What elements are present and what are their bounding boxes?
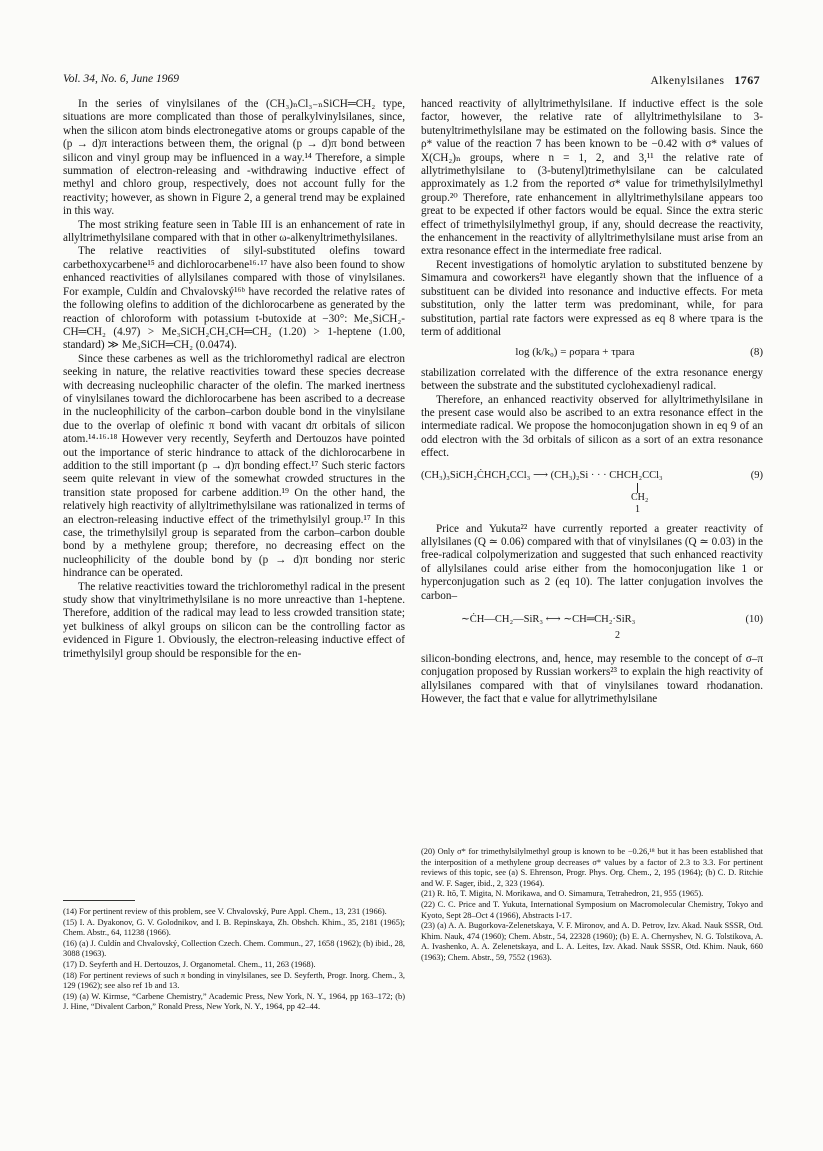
footnote: (16) (a) J. Culdín and Chvalovský, Collection Czech. Chem. Commun., 27, 1658 (1962); (b) ibid., 28, 3088 (1963). xyxy=(63,938,405,959)
paragraph: In the series of vinylsilanes of the (CH₃)ₙCl₃₋ₙSiCH═CH₂ type, situations are more complicated than those of peralkylvinylsilanes, since, when the silicon atom binds electronegative atoms or groups capable of the (p → d)π interactions between them, the orignal (p → d)π bond between silicon and vinyl group may be influenced in a way.¹⁴ Therefore, a simple summation of electron-releasing and -withdrawing inductive effect of methyl and chloro group, respectively, does not account fully for the reactivity; however, as shown in Figure 2, a general trend may be explained in this way. xyxy=(63,98,405,218)
running-header-left: Vol. 34, No. 6, June 1969 xyxy=(63,73,179,85)
footnote-rule xyxy=(63,900,135,901)
paragraph: Therefore, an enhanced reactivity observed for allyltrimethylsilane in the present case would also be ascribed to an extra resonance effect in the intermediate radical. We propose the homoconjugation shown in eq 9 of an odd electron with the 3d orbitals of silicon as a sort of an extra resonance effect. xyxy=(421,393,763,460)
running-header-right xyxy=(650,73,760,88)
paragraph: Recent investigations of homolytic arylation to substituted benzene by Simamura and coworkers²¹ have elegantly shown that the influence of a substituent can be divided into resonance and inductive effects. For meta substitution, only the latter term was predominant, while, for para substitution, partial rate factors were expressed as eq 8 where τpara is the term of additional xyxy=(421,258,763,338)
right-column xyxy=(421,98,763,707)
equation-10 xyxy=(421,613,763,645)
equation-8 xyxy=(421,346,763,359)
footnote: (17) D. Seyferth and H. Dertouzos, J. Organometal. Chem., 11, 263 (1968). xyxy=(63,959,316,969)
footnote: (14) For pertinent review of this problem, see V. Chvalovský, Pure Appl. Chem., 13, 231 (1966). xyxy=(63,907,387,916)
footnote: (22) C. C. Price and T. Yukuta, International Symposium on Macromolecular Chemistry, Tokyo and Kyoto, Sept 28–Oct 4 (1966), Abstracts I-17. xyxy=(421,899,763,920)
equation-body: log (k/k₀) = ρσpara + τpara xyxy=(515,346,635,359)
footnote: (15) I. A. Dyakonov, G. V. Golodnikov, and I. B. Repinskaya, Zh. Obshch. Khim., 35, 2181 (1965); Chem. Abstr., 64, 11238 (1966). xyxy=(63,917,405,938)
footnote: (18) For pertinent reviews of such π bonding in vinylsilanes, see D. Seyferth, Progr. Inorg. Chem., 3, 129 (1962); see also ref 1b and 13. xyxy=(63,970,405,991)
running-title: Alkenylsilanes xyxy=(650,75,725,87)
footnote: (23) (a) A. A. Bugorkova-Zelenetskaya, V. F. Mironov, and A. D. Petrov, Izv. Akad. Nauk SSSR, Otd. Khim. Nauk, 474 (1960); Chem. Abstr., 54, 22328 (1960); (b) E. A. Chernyshev, N. G. Tolstikova, A. A. Ivashenko, A. A. Zelenetskaya, and L. A. Leites, Izv. Akad. Nauk SSSR, Otd. Khim. Nauk, 660 (1963); Chem. Abstr., 59, 7552 (1963). xyxy=(421,921,763,962)
paragraph: The relative reactivities toward the trichloromethyl radical in the present study show that vinyltrimethylsilane is no more unreactive than 1-heptene. Therefore, addition of the radical may lead to less crowded transition state; yet bulkiness of alkyl groups on silicon can be the controlling factor as evidenced in Figure 1. Obviously, the electron-releasing inductive effect of trimethylsilyl group should be responsible for the en- xyxy=(63,580,405,660)
equation-body: ∼ĊH—CH₂—SiR₃ ⟷ ∼CH═CH₂·SiR₃ xyxy=(461,614,636,625)
paragraph: The most striking feature seen in Table III is an enhancement of rate in allyltrimethylsilane compared with that in other ω-alkenyltrimethylsilanes. xyxy=(63,218,405,245)
footnote: (20) Only σ* for trimethylsilylmethyl group is known to be −0.26,¹⁸ but it has been established that the interposition of a methylene group decreases σ* values by a factor of 2.3 to 3.3. For pertinent reviews of this topic, see (a) S. Ehrenson, Progr. Phys. Org. Chem., 2, 195 (1964); (b) C. D. Ritchie and W. F. Sager, ibid., 2, 323 (1964). xyxy=(421,847,763,888)
structure-label: 2 xyxy=(615,630,620,641)
left-column xyxy=(63,98,405,661)
equation-9 xyxy=(421,469,763,513)
footnote: (19) (a) W. Kirmse, “Carbene Chemistry,” Academic Press, New York, N. Y., 1964, pp 163–172; (b) J. Hine, “Divalent Carbon,” Ronald Press, New York, N. Y., 1964, pp 42–44. xyxy=(63,991,405,1012)
paragraph: stabilization correlated with the difference of the extra resonance energy between the substrate and the substituted cyclohexadienyl radical. xyxy=(421,366,763,393)
footnote: (21) R. Itō, T. Migita, N. Morikawa, and O. Simamura, Tetrahedron, 21, 955 (1965). xyxy=(421,889,704,899)
paragraph: silicon-bonding electrons, and, hence, may resemble to the concept of σ–π conjugation proposed by Russian workers²³ to explain the high reactivity of allylsilanes compared with that of vinylsilanes toward rhodanation. However, the fact that e value for allytrimethylsilane xyxy=(421,653,763,706)
paragraph: Price and Yukuta²² have currently reported a greater reactivity of allylsilanes (Q ≃ 0.06) compared with that of vinylsilanes (Q ≃ 0.03) in the free-radical colpolymerization and suggested that such enhanced reactivity of allylsilanes could arise either from the homoconjugation like 1 or hyperconjugation such as 2 (eq 10). The latter conjugation involves the carbon– xyxy=(421,522,763,602)
equation-number: (9) xyxy=(750,469,763,481)
paragraph: The relative reactivities of silyl-substituted olefins toward carbethoxycarbene¹⁵ and dichlorocarbene¹⁶·¹⁷ have also been found to show enhanced reactivities of allylsilanes compared with those of vinylsilanes. For example, Culdín and Chvalovský¹⁶ᵇ have recorded the relative rates of the following olefins to addition of the dichlorocarbene as generated by the reaction of chloroform with potassium t-butoxide at −30°: Me₃SiCH₂-CH═CH₂ (4.97) > Me₃SiCH₂CH₂CH═CH₂ (1.20) > 1-heptene (1.00, standard) ≫ Me₃SiCH═CH₂ (0.0474). xyxy=(63,245,405,352)
footnotes-left xyxy=(63,900,405,1013)
structure-branch: CH₂ xyxy=(631,491,649,503)
equation-number: (8) xyxy=(750,346,763,359)
paragraph: Since these carbenes as well as the trichloromethyl radical are electron seeking in nature, the relative reactivities toward these species decrease with decreasing nucleophilic character of the olefin. The marked inertness of vinylsilanes toward the dichlorocarbene has been ascribed to a decrease in the nucleophilicity of the carbon–carbon double bond in the vinylsilane due to the overlap of olefinic π bond with vacant dπ orbitals of silicon atom.¹⁴·¹⁶·¹⁸ However very recently, Seyferth and Dertouzos have pointed out the importance of steric hindrance to attack of the dichlorocarbene in addition to the still important (p → d)π bonding effect.¹⁷ Such steric factors seem quite relevant in view of the somewhat crowded structures in the transition state proposed for carbene addition.¹⁹ On the other hand, the relatively high reactivity of allyltrimethylsilane was rationalized in terms of an electron-releasing inductive effect of the trimethylsilyl group.¹⁷ In this case, the trimethylsilyl group is separated from the carbon–carbon double bond by a methylene group; therefore, no decreasing effect on the nucleophilicity of the double bond by (p → d)π bonding nor steric hindrance can be operated. xyxy=(63,352,405,580)
equation-number: (10) xyxy=(745,614,763,625)
equation-body: (CH₃)₃SiCH₂ĊHCH₂CCl₃ ⟶ (CH₃)₂Si · · · CHCH₂CCl₃ xyxy=(421,469,663,481)
structure-label: 1 xyxy=(635,503,640,515)
paragraph: hanced reactivity of allyltrimethylsilane. If inductive effect is the sole factor, however, the relative rate of allyltrimethylsilane to 3-butenyltrimethylsilane may be estimated on the following basis. Since the ρ* value of the reaction 7 has been known to be −0.42 with σ* values of X(CH₂)ₙ groups, where n = 1, 2, and 3,¹¹ the relative rate of allytrimethylsilane to (3-butenyl)trimethylsilane can be calculated approximately as 1.2 from the reported σ* value for trimethylsilylmethyl group.²⁰ Therefore, rate enhancement in allyltrimethylsilane appears too great to be expected if other factors would be equal. Since the extra steric effect of trimethylsilylmethyl group, if any, should decrease the reactivity, the enhancement in the reactivity of allyltrimethylsilane must arise from an extra resonance effect in the intermediate free radical. xyxy=(421,98,763,258)
footnotes-right xyxy=(421,847,763,964)
page-number: 1767 xyxy=(734,73,760,87)
